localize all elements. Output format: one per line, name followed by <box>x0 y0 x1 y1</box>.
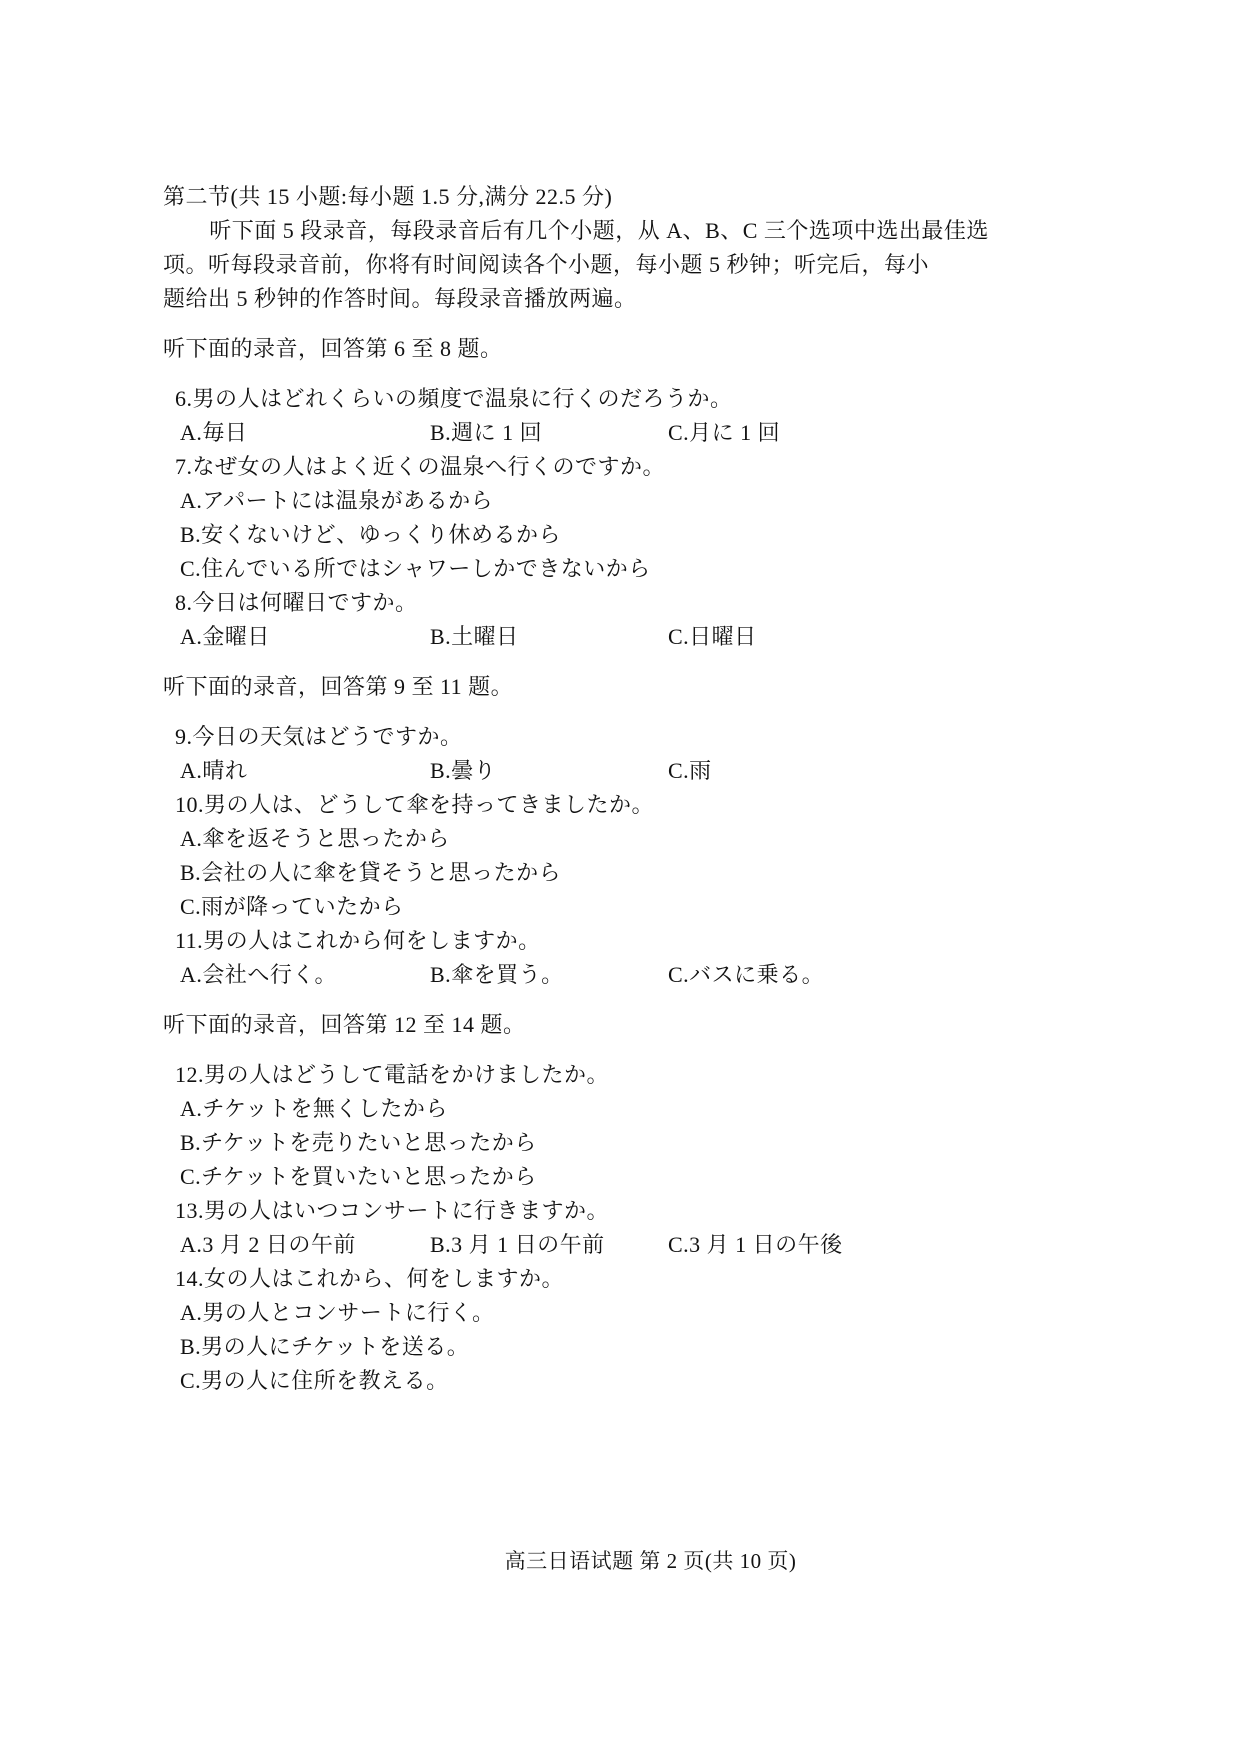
question-line: 7.なぜ女の人はよく近くの温泉へ行くのですか。 <box>175 454 666 479</box>
blank-spacer <box>163 704 973 720</box>
option-line: C.チケットを買いたいと思ったから <box>180 1164 537 1189</box>
direction-line: 听下面的录音，回答第 6 至 8 题。 <box>163 336 503 361</box>
option-a: A.金曜日 <box>180 624 270 649</box>
paragraph-line: 题给出 5 秒钟的作答时间。每段录音播放两遍。 <box>163 286 637 311</box>
option-c: C.日曜日 <box>668 624 757 649</box>
option-b: B.3 月 1 日の午前 <box>430 1232 605 1257</box>
options-row <box>163 958 973 992</box>
section-heading: 第二节(共 15 小题:每小题 1.5 分,满分 22.5 分) <box>163 184 613 209</box>
option-line: B.会社の人に傘を貸そうと思ったから <box>180 860 562 885</box>
document-body <box>163 180 989 1398</box>
question-line: 9.今日の天気はどうですか。 <box>175 724 463 749</box>
option-c: C.バスに乗る。 <box>668 962 825 987</box>
option-line: A.傘を返そうと思ったから <box>180 826 450 851</box>
options-row <box>163 416 973 450</box>
option-line: A.チケットを無くしたから <box>180 1096 448 1121</box>
option-line: A.アパートには温泉があるから <box>180 488 494 513</box>
option-line: C.雨が降っていたから <box>180 894 404 919</box>
blank-spacer <box>163 366 973 382</box>
option-a: A.毎日 <box>180 420 248 445</box>
page-footer: 高三日语试题 第 2 页(共 10 页) <box>504 1549 797 1573</box>
options-row <box>163 620 973 654</box>
direction-line: 听下面的录音，回答第 12 至 14 题。 <box>163 1012 526 1037</box>
option-b: B.傘を買う。 <box>430 962 564 987</box>
blank-spacer <box>163 654 973 670</box>
option-line: A.男の人とコンサートに行く。 <box>180 1300 495 1325</box>
options-row <box>163 754 973 788</box>
paragraph-line: 项。听每段录音前，你将有时间阅读各个小题，每小题 5 秒钟；听完后，每小 <box>163 252 930 277</box>
option-b: B.曇り <box>430 758 497 783</box>
option-a: A.会社へ行く。 <box>180 962 337 987</box>
option-a: A.晴れ <box>180 758 248 783</box>
option-line: C.男の人に住所を教える。 <box>180 1368 449 1393</box>
blank-spacer <box>163 1042 973 1058</box>
question-line: 11.男の人はこれから何をしますか。 <box>175 928 541 953</box>
options-row <box>163 1228 973 1262</box>
question-line: 13.男の人はいつコンサートに行きますか。 <box>175 1198 610 1223</box>
option-c: C.3 月 1 日の午後 <box>668 1232 843 1257</box>
option-c: C.雨 <box>668 758 712 783</box>
direction-line: 听下面的录音，回答第 9 至 11 题。 <box>163 674 514 699</box>
option-line: B.男の人にチケットを送る。 <box>180 1334 470 1359</box>
option-c: C.月に 1 回 <box>668 420 781 445</box>
question-line: 12.男の人はどうして電話をかけましたか。 <box>175 1062 610 1087</box>
option-line: B.安くないけど、ゆっくり休めるから <box>180 522 561 547</box>
option-a: A.3 月 2 日の午前 <box>180 1232 356 1257</box>
option-b: B.週に 1 回 <box>430 420 543 445</box>
option-line: B.チケットを売りたいと思ったから <box>180 1130 537 1155</box>
paragraph-line: 听下面 5 段录音，每段录音后有几个小题，从 A、B、C 三个选项中选出最佳选 <box>209 218 989 243</box>
option-b: B.土曜日 <box>430 624 519 649</box>
blank-spacer <box>163 992 973 1008</box>
question-line: 14.女の人はこれから、何をしますか。 <box>175 1266 565 1291</box>
blank-spacer <box>163 316 973 332</box>
option-line: C.住んでいる所ではシャワーしかできないから <box>180 556 651 581</box>
question-line: 10.男の人は、どうして傘を持ってきましたか。 <box>175 792 655 817</box>
question-line: 8.今日は何曜日ですか。 <box>175 590 418 615</box>
question-line: 6.男の人はどれくらいの頻度で温泉に行くのだろうか。 <box>175 386 733 411</box>
